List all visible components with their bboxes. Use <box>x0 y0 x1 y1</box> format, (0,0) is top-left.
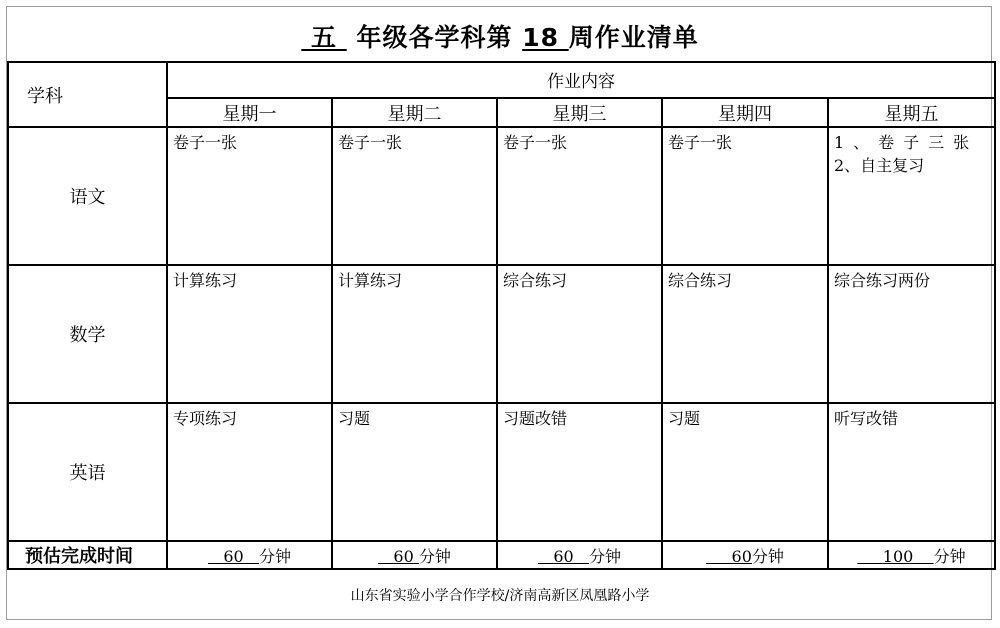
table-row <box>8 541 995 569</box>
homework-line: 2、自主复习 <box>834 156 925 175</box>
homework-cell: 综合练习 <box>497 265 662 403</box>
homework-cell: 卷子一张 <box>332 127 497 265</box>
homework-cell: 卷子一张 <box>167 127 332 265</box>
day-header: 星期一 <box>167 98 332 127</box>
homework-cell: 专项练习 <box>167 403 332 541</box>
homework-cell: 习题改错 <box>497 403 662 541</box>
subject-math: 数学 <box>8 265 167 403</box>
homework-cell: 卷子一张 <box>662 127 828 265</box>
time-value: 60 <box>553 546 574 566</box>
homework-cell: 计算练习 <box>167 265 332 403</box>
day-header: 星期三 <box>497 98 662 127</box>
subject-english: 英语 <box>8 403 167 541</box>
time-cell <box>167 541 332 569</box>
homework-cell: 综合练习两份 <box>828 265 995 403</box>
time-value: 60 <box>393 546 414 566</box>
time-cell <box>332 541 497 569</box>
time-unit: 分钟 <box>933 546 966 566</box>
subject-chinese: 语文 <box>8 127 167 265</box>
homework-cell: 习题 <box>662 403 828 541</box>
school-footer: 山东省实验小学合作学校/济南高新区凤凰路小学 <box>350 588 650 604</box>
homework-cell: 计算练习 <box>332 265 497 403</box>
homework-table <box>7 61 996 570</box>
time-label: 预估完成时间 <box>8 541 167 569</box>
time-cell <box>828 541 995 569</box>
table-row <box>8 265 995 403</box>
homework-cell: 卷子一张 <box>497 127 662 265</box>
subject-header: 学科 <box>8 62 167 127</box>
page-title <box>0 18 1000 54</box>
time-cell <box>662 541 828 569</box>
title-suffix: 周作业清单 <box>568 23 699 52</box>
homework-cell: 综合练习 <box>662 265 828 403</box>
time-unit: 分钟 <box>418 546 451 566</box>
time-value: 100 <box>882 546 914 566</box>
homework-line: 1、卷子三张 <box>834 133 979 152</box>
table-row <box>8 403 995 541</box>
time-value: 60 <box>731 546 752 566</box>
day-header: 星期二 <box>332 98 497 127</box>
time-unit: 分钟 <box>258 546 291 566</box>
homework-cell <box>828 127 995 265</box>
title-middle: 年级各学科第 <box>356 23 513 52</box>
homework-cell: 习题 <box>332 403 497 541</box>
time-cell <box>497 541 662 569</box>
time-unit: 分钟 <box>751 546 784 566</box>
week-value: 18 <box>522 23 559 52</box>
grade-value: 五 <box>311 23 338 52</box>
day-header: 星期四 <box>662 98 828 127</box>
time-value: 60 <box>223 546 244 566</box>
table-row <box>8 127 995 265</box>
day-header: 星期五 <box>828 98 995 127</box>
content-header: 作业内容 <box>167 62 995 98</box>
homework-cell: 听写改错 <box>828 403 995 541</box>
time-unit: 分钟 <box>588 546 621 566</box>
